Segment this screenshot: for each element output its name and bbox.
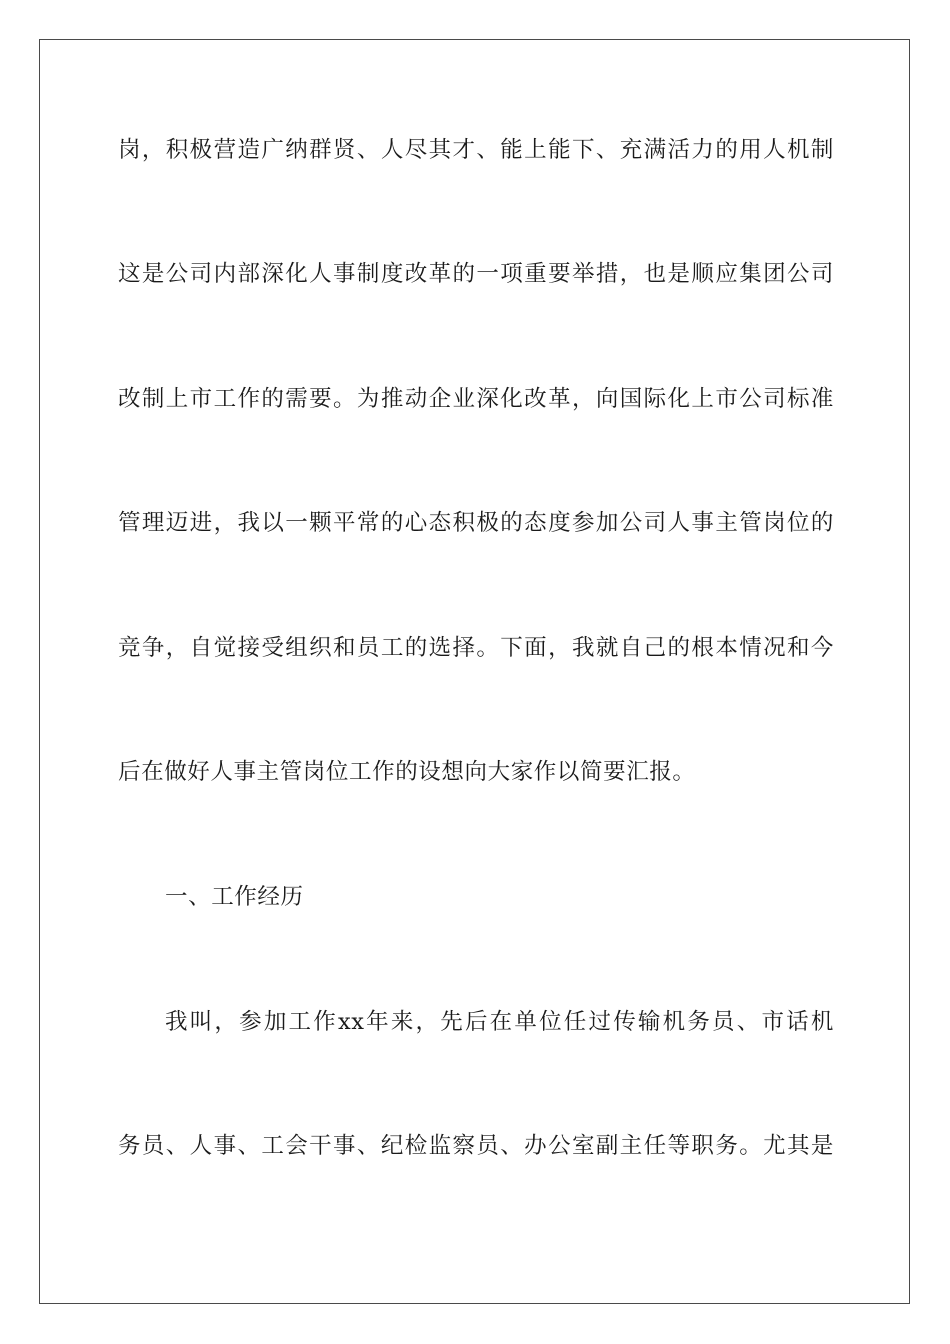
paragraph-line: 岗，积极营造广纳群贤、人尽其才、能上能下、充满活力的用人机制	[118, 137, 834, 163]
paragraph-line: 管理迈进，我以一颗平常的心态积极的态度参加公司人事主管岗位的	[118, 510, 834, 536]
page-border	[39, 39, 910, 1304]
paragraph-line: 这是公司内部深化人事制度改革的一项重要举措，也是顺应集团公司	[118, 261, 834, 287]
paragraph-line: 务员、人事、工会干事、纪检监察员、办公室副主任等职务。尤其是	[118, 1133, 834, 1159]
section-heading: 一、工作经历	[165, 884, 304, 910]
paragraph-line-indented: 我叫，参加工作xx年来，先后在单位任过传输机务员、市话机	[165, 1009, 834, 1035]
paragraph-line: 竞争，自觉接受组织和员工的选择。下面，我就自己的根本情况和今	[118, 635, 834, 661]
paragraph-line-last: 后在做好人事主管岗位工作的设想向大家作以简要汇报。	[118, 759, 696, 785]
paragraph-line: 改制上市工作的需要。为推动企业深化改革，向国际化上市公司标准	[118, 386, 834, 412]
